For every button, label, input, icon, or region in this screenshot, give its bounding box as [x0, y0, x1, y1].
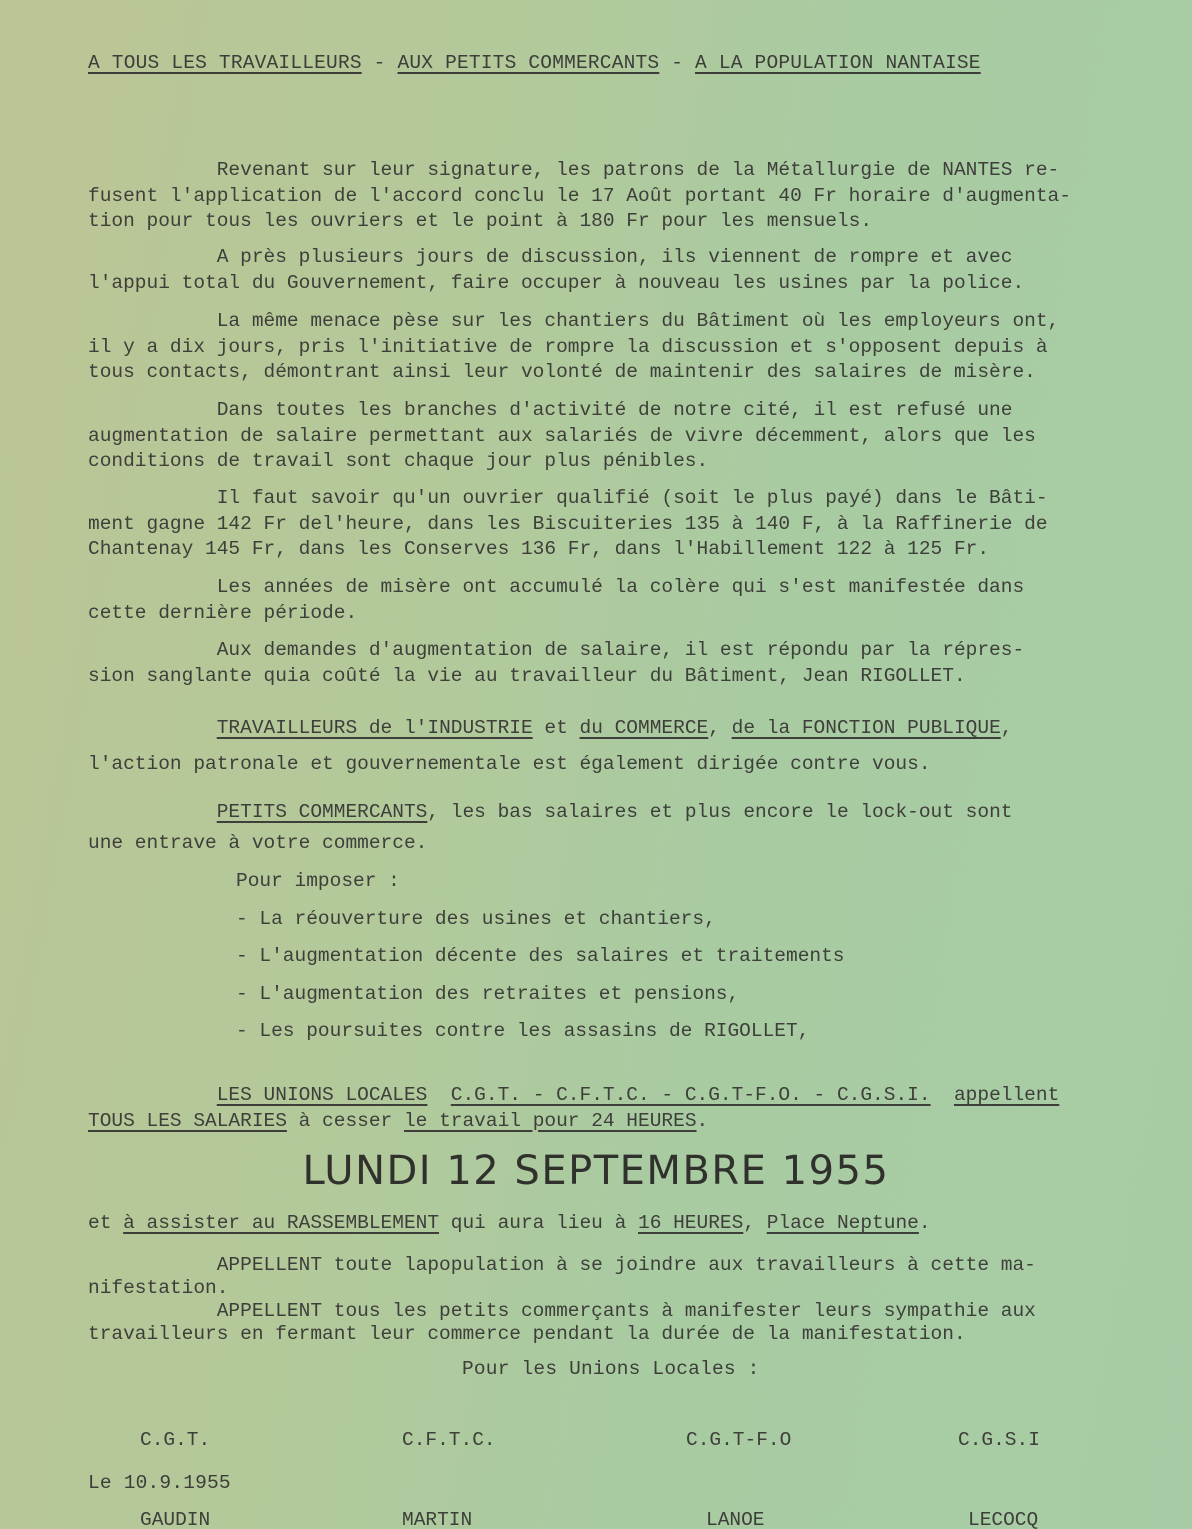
signature-union: C.G.T-F.O — [686, 1429, 792, 1451]
paragraph-line: augmentation de salaire permettant aux salariés de vivre décemment, alors que les — [88, 424, 1036, 447]
rally-announcement — [88, 1211, 1138, 1237]
rally-line — [88, 1211, 1138, 1237]
paragraph-line: conditions de travail sont chaque jour plus pénibles. — [88, 450, 709, 472]
unions-list: C.G.T. - C.F.T.C. - C.G.T-F.O. - C.G.S.I. — [450, 1084, 931, 1106]
issue-date: Le 10.9.1955 — [88, 1472, 231, 1494]
unions-call-line2 — [88, 1109, 1138, 1135]
appeal-line: nifestation. — [88, 1277, 229, 1299]
demands-list — [236, 869, 1192, 1045]
text-fragment: , les bas salaires et plus encore le lock-out sont — [427, 801, 1013, 823]
header-population: A LA POPULATION NANTAISE — [695, 52, 981, 74]
strike-date-heading: LUNDI 12 SEPTEMBRE 1955 — [302, 1148, 890, 1194]
appeal-line: APPELLENT tous les petits commerçants à manifester leurs sympathie aux — [88, 1300, 1036, 1322]
signature-name: LANOE — [706, 1509, 765, 1529]
paragraph-line: l'appui total du Gouvernement, faire occuper à nouveau les usines par la police. — [88, 271, 1025, 294]
all-employees: TOUS LES SALARIES — [88, 1109, 287, 1132]
header-workers: A TOUS LES TRAVAILLEURS — [88, 52, 362, 74]
demand-item: - Les poursuites contre les assasins de RIGOLLET, — [236, 1020, 810, 1042]
strike-duration: le travail pour 24 HEURES — [403, 1109, 697, 1132]
paragraph-line: Les années de misère ont accumulé la colère qui s'est manifestée dans — [88, 576, 1025, 598]
unions-call-line1 — [88, 1083, 1138, 1109]
text-fragment: . — [918, 1212, 931, 1234]
signature-name: GAUDIN — [140, 1509, 211, 1529]
text-fragment: . — [696, 1109, 709, 1132]
workers-commerce: du COMMERCE — [579, 717, 709, 739]
signature-union: C.G.T. — [140, 1429, 211, 1451]
paragraph-line: La même menace pèse sur les chantiers du Bâtiment où les employeurs ont, — [88, 310, 1060, 332]
signature-cgsi — [958, 1385, 1040, 1529]
merchants-label: PETITS COMMERCANTS — [216, 801, 428, 823]
text-fragment: et — [88, 1212, 124, 1234]
paragraph-line: fusent l'application de l'accord conclu le 17 Août portant 40 Fr horaire d'augmenta- — [88, 184, 1071, 207]
demand-item: - L'augmentation décente des salaires et traitements — [236, 945, 845, 967]
unions-verb: appellent — [953, 1084, 1060, 1106]
header-merchants: AUX PETITS COMMERCANTS — [397, 52, 660, 74]
merchants-call-line1 — [88, 800, 1138, 826]
signature-cgt-fo — [686, 1385, 791, 1529]
demand-item: - L'augmentation des retraites et pensions, — [236, 982, 740, 1005]
appeal-line: APPELLENT toute lapopulation à se joindre aux travailleurs à cette ma- — [88, 1254, 1036, 1276]
merchants-call — [88, 800, 1138, 856]
paragraph-line: Revenant sur leur signature, les patrons de la Métallurgie de NANTES re- — [88, 159, 1060, 181]
workers-public-service: de la FONCTION PUBLIQUE — [731, 717, 1001, 739]
header-separator: - — [659, 52, 696, 74]
tract-header — [88, 52, 981, 74]
paragraph-line: A près plusieurs jours de discussion, ils viennent de rompre et avec — [88, 246, 1013, 268]
appeals-block — [88, 1254, 1138, 1346]
paragraph-building — [88, 309, 1138, 386]
paragraph-police — [88, 245, 1138, 296]
text-fragment: à cesser — [286, 1109, 404, 1132]
signature-union: C.F.T.C. — [402, 1429, 496, 1451]
header-separator: - — [361, 52, 398, 74]
rally-time: 16 HEURES — [638, 1212, 744, 1234]
paragraph-repression — [88, 638, 1138, 689]
workers-call-line2: l'action patronale et gouvernementale est également dirigée contre vous. — [88, 752, 931, 775]
paragraph-line: sion sanglante quia coûté la vie au travailleur du Bâtiment, Jean RIGOLLET. — [88, 664, 966, 687]
rally-place: Place Neptune — [766, 1212, 919, 1234]
paragraph-line: Aux demandes d'augmentation de salaire, il est répondu par la répres- — [88, 639, 1025, 661]
signature-union: C.G.S.I — [958, 1429, 1040, 1451]
signature-cftc — [402, 1385, 496, 1529]
signature-cgt — [140, 1385, 210, 1529]
paragraph-line: ment gagne 142 Fr del'heure, dans les Biscuiteries 135 à 140 F, à la Raffinerie de — [88, 512, 1048, 535]
paragraph-anger — [88, 575, 1138, 626]
paragraph-line: Dans toutes les branches d'activité de notre cité, il est refusé une — [88, 399, 1013, 421]
signature-name: LECOCQ — [968, 1509, 1039, 1529]
rally-attend: à assister au RASSEMBLEMENT — [123, 1212, 440, 1234]
unions-call — [88, 1083, 1138, 1134]
paragraph-line: Il faut savoir qu'un ouvrier qualifié (soit le plus payé) dans le Bâti- — [88, 487, 1048, 509]
paragraph-line: cette dernière période. — [88, 601, 358, 624]
text-fragment: et — [532, 717, 580, 739]
appeal-line: travailleurs en fermant leur commerce pendant la durée de la manifestation. — [88, 1323, 966, 1345]
text-fragment: , — [708, 717, 732, 739]
paragraph-line: tous contacts, démontrant ainsi leur volonté de maintenir des salaires de misère. — [88, 361, 1036, 383]
demands-intro: Pour imposer : — [236, 870, 400, 892]
paragraph-wages — [88, 398, 1138, 475]
paragraph-metallurgy — [88, 158, 1138, 235]
paragraph-line: tion pour tous les ouvriers et le point à 180 Fr pour les mensuels. — [88, 210, 873, 232]
paragraph-hourly-pay — [88, 486, 1138, 563]
paragraph-line: il y a dix jours, pris l'initiative de rompre la discussion et s'opposent depuis à — [88, 335, 1048, 358]
local-unions-label: LES UNIONS LOCALES — [216, 1084, 428, 1106]
merchants-call-line2: une entrave à votre commerce. — [88, 831, 428, 854]
workers-call-line1 — [88, 716, 1138, 742]
text-fragment: qui aura lieu à — [439, 1212, 638, 1234]
workers-call — [88, 716, 1138, 777]
paragraph-line: Chantenay 145 Fr, dans les Conserves 136 Fr, dans l'Habillement 122 à 125 Fr. — [88, 538, 990, 560]
signature-name: MARTIN — [402, 1509, 473, 1529]
demand-item: - La réouverture des usines et chantiers, — [236, 907, 716, 930]
text-fragment: , — [743, 1212, 767, 1234]
workers-industry: TRAVAILLEURS de l'INDUSTRIE — [216, 717, 533, 739]
text-fragment: , — [1000, 717, 1013, 739]
signatures-intro: Pour les Unions Locales : — [462, 1358, 760, 1380]
